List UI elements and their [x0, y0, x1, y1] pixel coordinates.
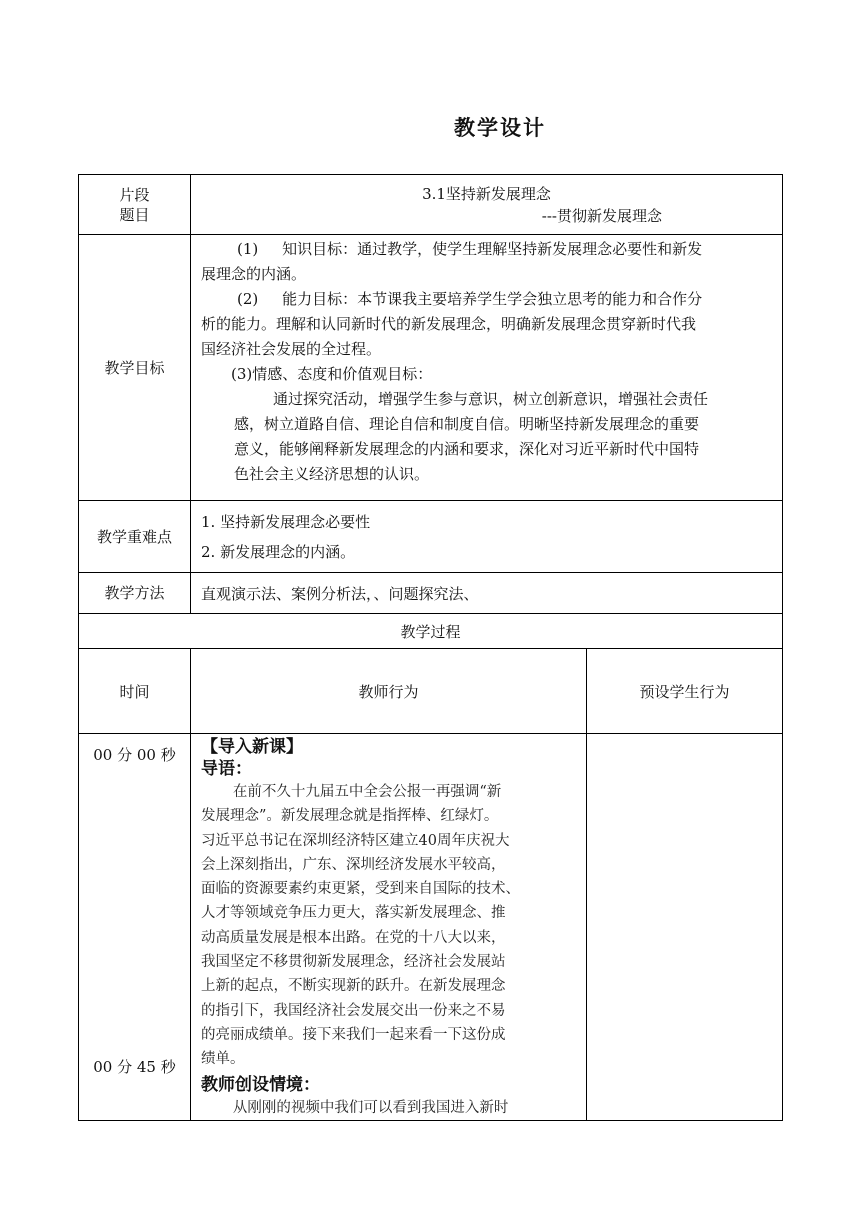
intro-line: 的亮丽成绩单。接下来我们一起来看一下这份成 [201, 1026, 506, 1043]
objective-3-line3: 意义，能够阐释新发展理念的内涵和要求，深化对习近平新时代中国特 [234, 440, 700, 458]
intro-line: 在前不久十九届五中全会公报一再强调“新 [232, 784, 502, 800]
col-time-header: 时间 [79, 649, 191, 734]
col-teacher-header: 教师行为 [191, 649, 587, 734]
objective-3-line1: 通过探究活动，增强学生参与意识，树立创新意识，增强社会责任 [273, 390, 709, 408]
intro-paragraph [201, 780, 580, 1072]
intro-line: 动高质量发展是根本出路。在党的十八大以来， [201, 929, 506, 946]
intro-line: 的指引下，我国经济社会发展交出一份来之不易 [201, 1002, 506, 1019]
process-body-row [79, 734, 783, 1121]
key-point-1: 1. 坚持新发展理念必要性 [201, 512, 371, 531]
col-student-header: 预设学生行为 [587, 649, 783, 734]
objectives-row [79, 235, 783, 501]
topic-row [79, 175, 783, 235]
objective-2-text: 能力目标：本节课我主要培养学生学会独立思考的能力和合作分 [282, 290, 703, 308]
key-points-content [191, 501, 783, 573]
scenario-paragraph: 从刚刚的视频中我们可以看到我国进入新时 [232, 1099, 509, 1116]
topic-label-line1: 片段 [119, 185, 150, 204]
intro-line: 会上深刻指出，广东、深圳经济发展水平较高， [201, 856, 506, 873]
process-columns-row [79, 649, 783, 734]
topic-label-line2: 题目 [119, 205, 150, 224]
intro-line: 绩单。 [201, 1051, 245, 1068]
page-title: 教学设计 [454, 115, 546, 140]
intro-line: 上新的起点，不断实现新的跃升。在新发展理念 [201, 978, 506, 995]
methods-content: 直观演示法、案例分析法，、问题探究法、 [191, 573, 783, 614]
objective-2-text-cont1: 析的能力。理解和认同新时代的新发展理念，明确新发展理念贯穿新时代我 [201, 315, 697, 333]
time-mark-2: 00 分 45 秒 [93, 1058, 176, 1076]
intro-line: 发展理念”。新发展理念就是指挥棒、红绿灯。 [201, 808, 499, 825]
objective-3-heading: (3)情感、态度和价值观目标： [231, 365, 433, 383]
process-header-row [79, 614, 783, 649]
student-behavior-cell [587, 734, 783, 1121]
intro-line: 我国坚定不移贯彻新发展理念，经济社会发展站 [201, 954, 506, 971]
objective-2-text-cont2: 国经济社会发展的全过程。 [201, 340, 382, 358]
objectives-label: 教学目标 [79, 235, 191, 501]
objective-1-num: (1) [237, 240, 259, 258]
process-header: 教学过程 [79, 614, 783, 649]
objective-3-line2: 感，树立道路自信、理论自信和制度自信。明晰坚持新发展理念的重要 [234, 415, 700, 433]
objective-3-line4: 色社会主义经济思想的认识。 [234, 465, 430, 483]
objective-1-text: 知识目标：通过教学，使学生理解坚持新发展理念必要性和新发 [282, 240, 703, 258]
time-cell [79, 734, 191, 1121]
key-points-row [79, 501, 783, 573]
key-point-2: 2. 新发展理念的内涵。 [201, 542, 356, 561]
methods-row [79, 573, 783, 614]
intro-line: 习近平总书记在深圳经济特区建立40周年庆祝大 [201, 832, 510, 849]
objective-2-num: (2) [237, 290, 259, 308]
topic-content [191, 175, 783, 235]
intro-line: 面临的资源要素约束更紧，受到来自国际的技术、 [201, 881, 520, 898]
key-points-label: 教学重难点 [79, 501, 191, 573]
section-intro-title: 【导入新课】 [201, 737, 303, 757]
time-mark-1: 00 分 00 秒 [93, 746, 176, 764]
topic-subtitle: ---贯彻新发展理念 [541, 206, 662, 225]
intro-line: 人才等领域竞争压力更大，落实新发展理念、推 [201, 905, 506, 922]
section-intro-subtitle: 导语： [201, 759, 252, 779]
objectives-content [191, 235, 783, 501]
topic-title: 3.1坚持新发展理念 [422, 184, 551, 203]
lesson-plan-table [78, 174, 783, 1121]
objective-1-text-cont: 展理念的内涵。 [201, 265, 307, 283]
teacher-behavior-cell [191, 734, 587, 1121]
methods-label: 教学方法 [79, 573, 191, 614]
section-scenario-title: 教师创设情境： [201, 1074, 320, 1095]
topic-label [79, 175, 191, 235]
